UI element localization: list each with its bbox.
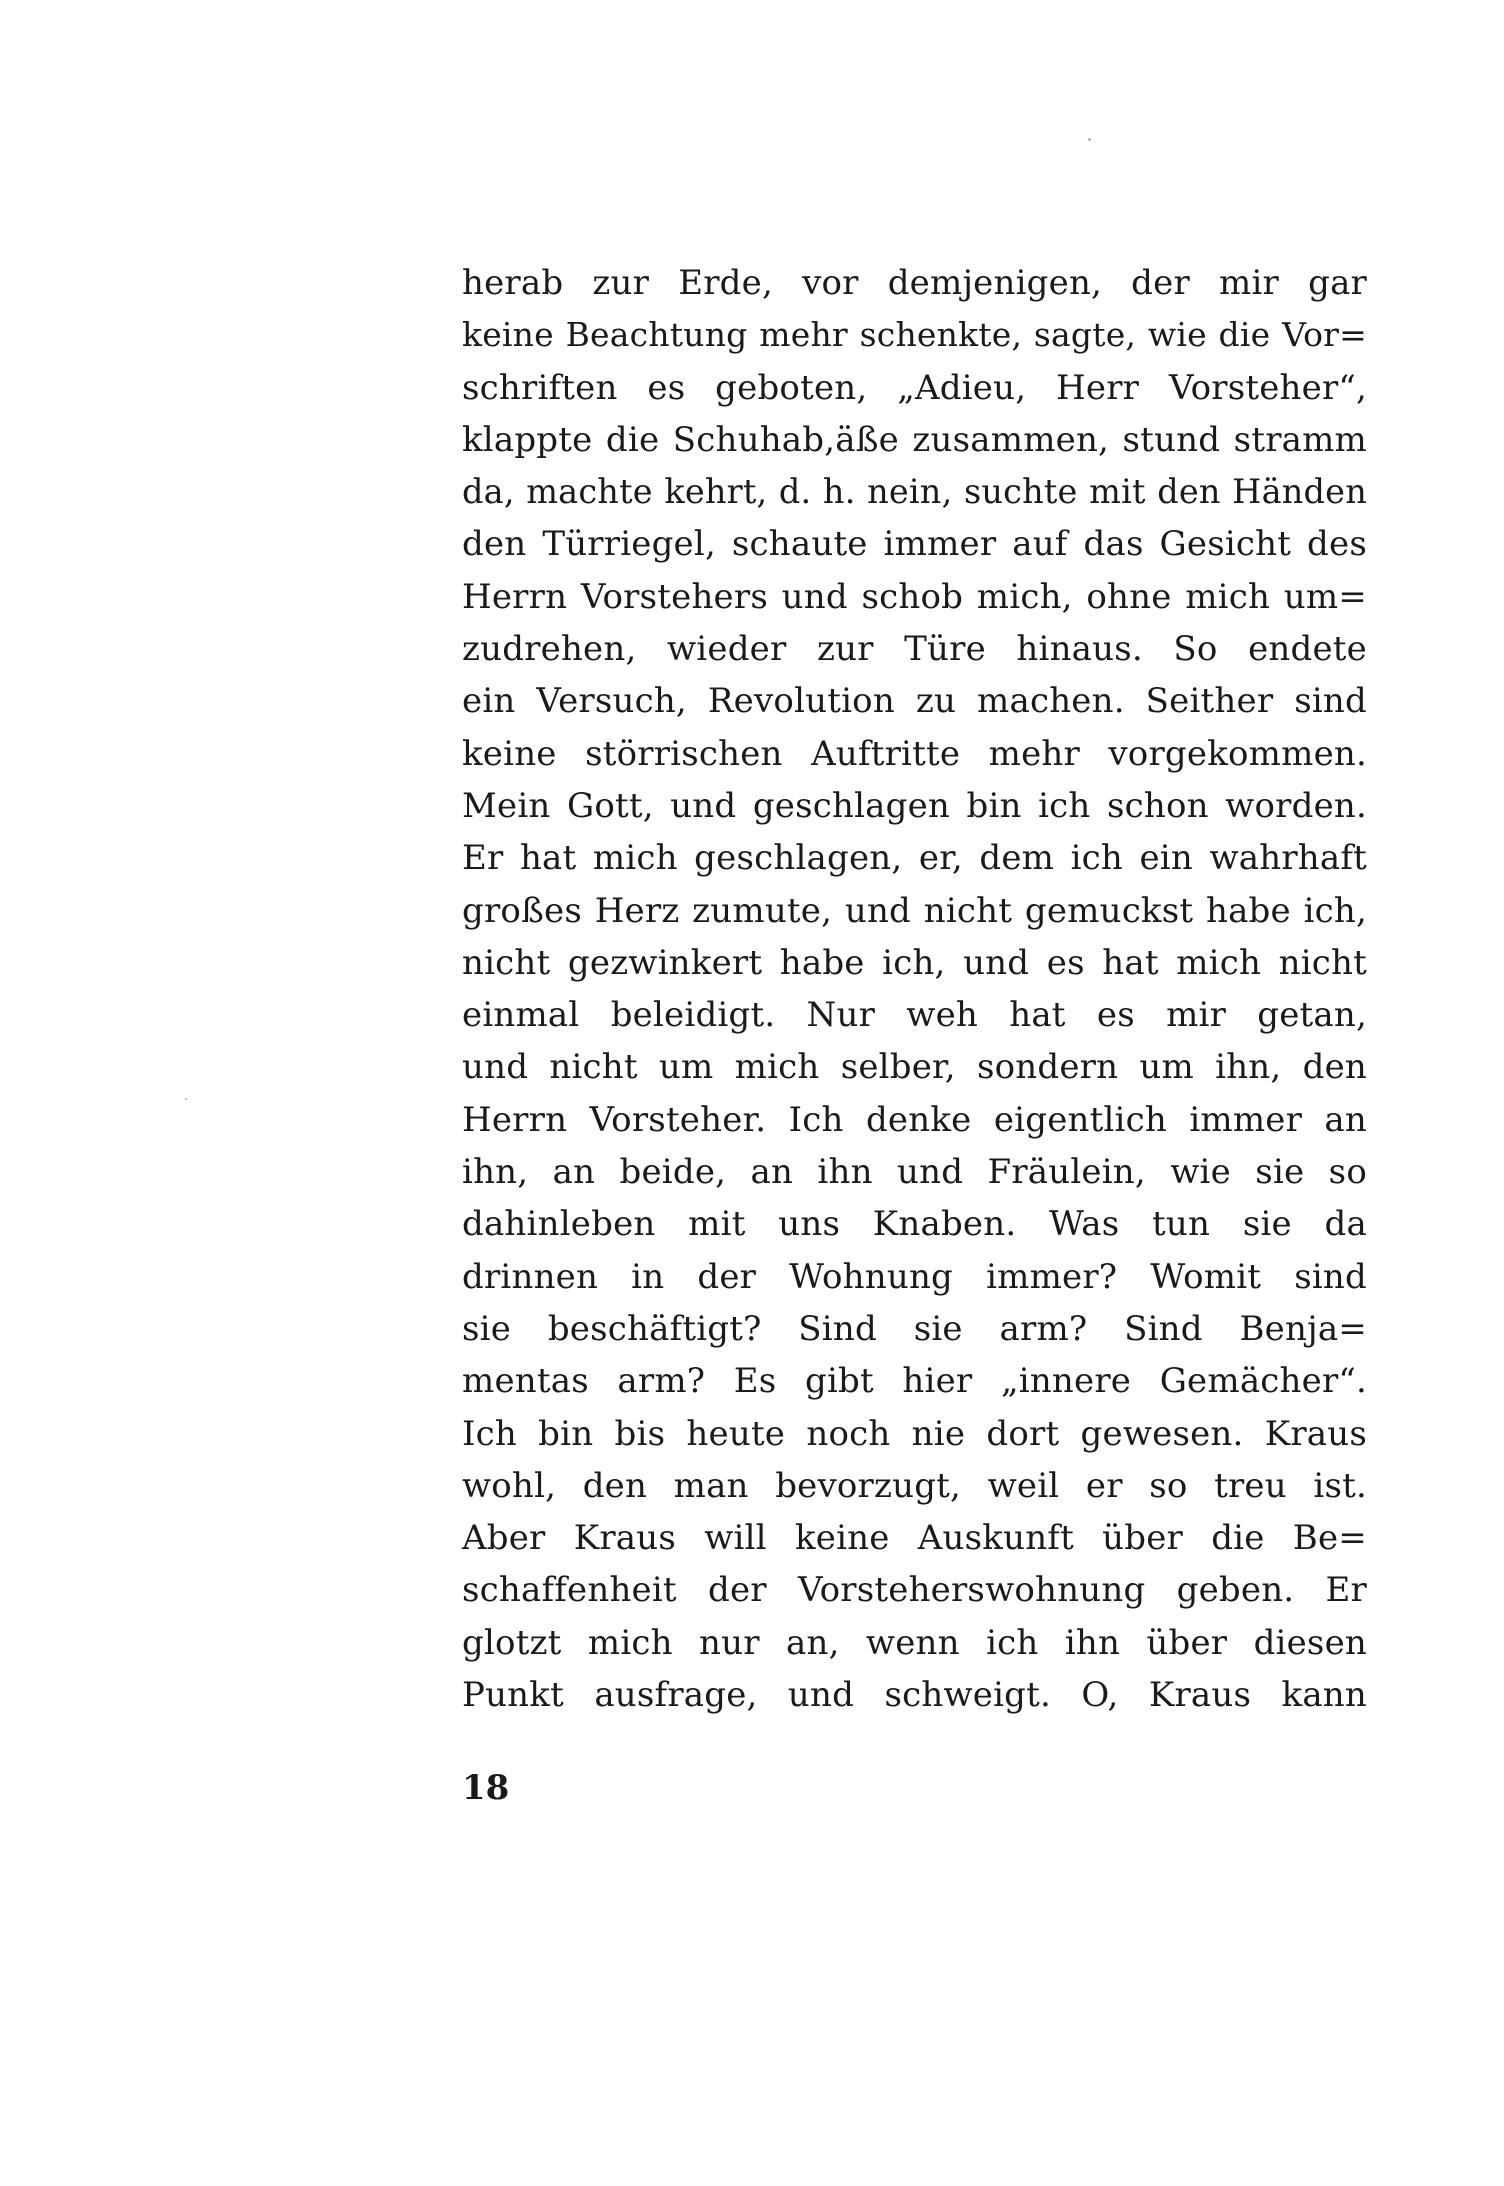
text-line: Aber Kraus will keine Auskunft über die Be= (462, 1518, 1367, 1559)
text-line: da, machte kehrt, d. h. nein, suchte mit den Händen (462, 472, 1367, 512)
text-line: großes Herz zumute, und nicht gemuckst habe ich, (462, 890, 1367, 931)
text-line: Er hat mich geschlagen, er, dem ich ein wahrhaft (462, 838, 1367, 879)
text-line: keine störrischen Auftritte mehr vorgekommen. (462, 733, 1367, 774)
text-line: drinnen in der Wohnung immer? Womit sind (462, 1256, 1367, 1297)
text-line: mentas arm? Es gibt hier „innere Gemächer“. (462, 1361, 1367, 1402)
text-line: nicht gezwinkert habe ich, und es hat mich nicht (462, 942, 1367, 983)
text-line: den Türriegel, schaute immer auf das Gesicht des (462, 524, 1367, 565)
text-line: ein Versuch, Revolution zu machen. Seither sind (462, 681, 1367, 722)
text-line: ihn, an beide, an ihn und Fräulein, wie sie so (462, 1152, 1367, 1193)
text-line: Punkt ausfrage, und schweigt. O, Kraus kann (462, 1675, 1367, 1716)
text-line: Herrn Vorstehers und schob mich, ohne mich um= (462, 576, 1367, 617)
text-line: sie beschäftigt? Sind sie arm? Sind Benja= (462, 1308, 1367, 1349)
text-line: keine Beachtung mehr schenkte, sagte, wie die Vor= (462, 315, 1367, 355)
text-line: dahinleben mit uns Knaben. Was tun sie da (462, 1204, 1367, 1245)
body-text (462, 257, 1367, 1721)
text-line: glotzt mich nur an, wenn ich ihn über diesen (462, 1622, 1367, 1663)
text-line: Herrn Vorsteher. Ich denke eigentlich immer an (462, 1099, 1367, 1140)
paper-speck (185, 1098, 187, 1100)
text-line: Mein Gott, und geschlagen bin ich schon worden. (462, 785, 1367, 826)
text-line: klappte die Schuhab,äße zusammen, stund stramm (462, 419, 1367, 460)
text-line: schriften es geboten, „Adieu, Herr Vorsteher“, (462, 367, 1367, 408)
text-line: wohl, den man bevorzugt, weil er so treu ist. (462, 1465, 1367, 1506)
page-number: 18 (462, 1768, 510, 1808)
text-line: schaffenheit der Vorsteherswohnung geben. Er (462, 1570, 1367, 1611)
text-line: und nicht um mich selber, sondern um ihn, den (462, 1047, 1367, 1088)
text-line: einmal beleidigt. Nur weh hat es mir getan, (462, 995, 1367, 1036)
paper-speck (1088, 138, 1091, 141)
text-line: herab zur Erde, vor demjenigen, der mir gar (462, 263, 1367, 303)
text-line: zudrehen, wieder zur Türe hinaus. So endete (462, 629, 1367, 670)
text-line: Ich bin bis heute noch nie dort gewesen. Kraus (462, 1413, 1367, 1454)
